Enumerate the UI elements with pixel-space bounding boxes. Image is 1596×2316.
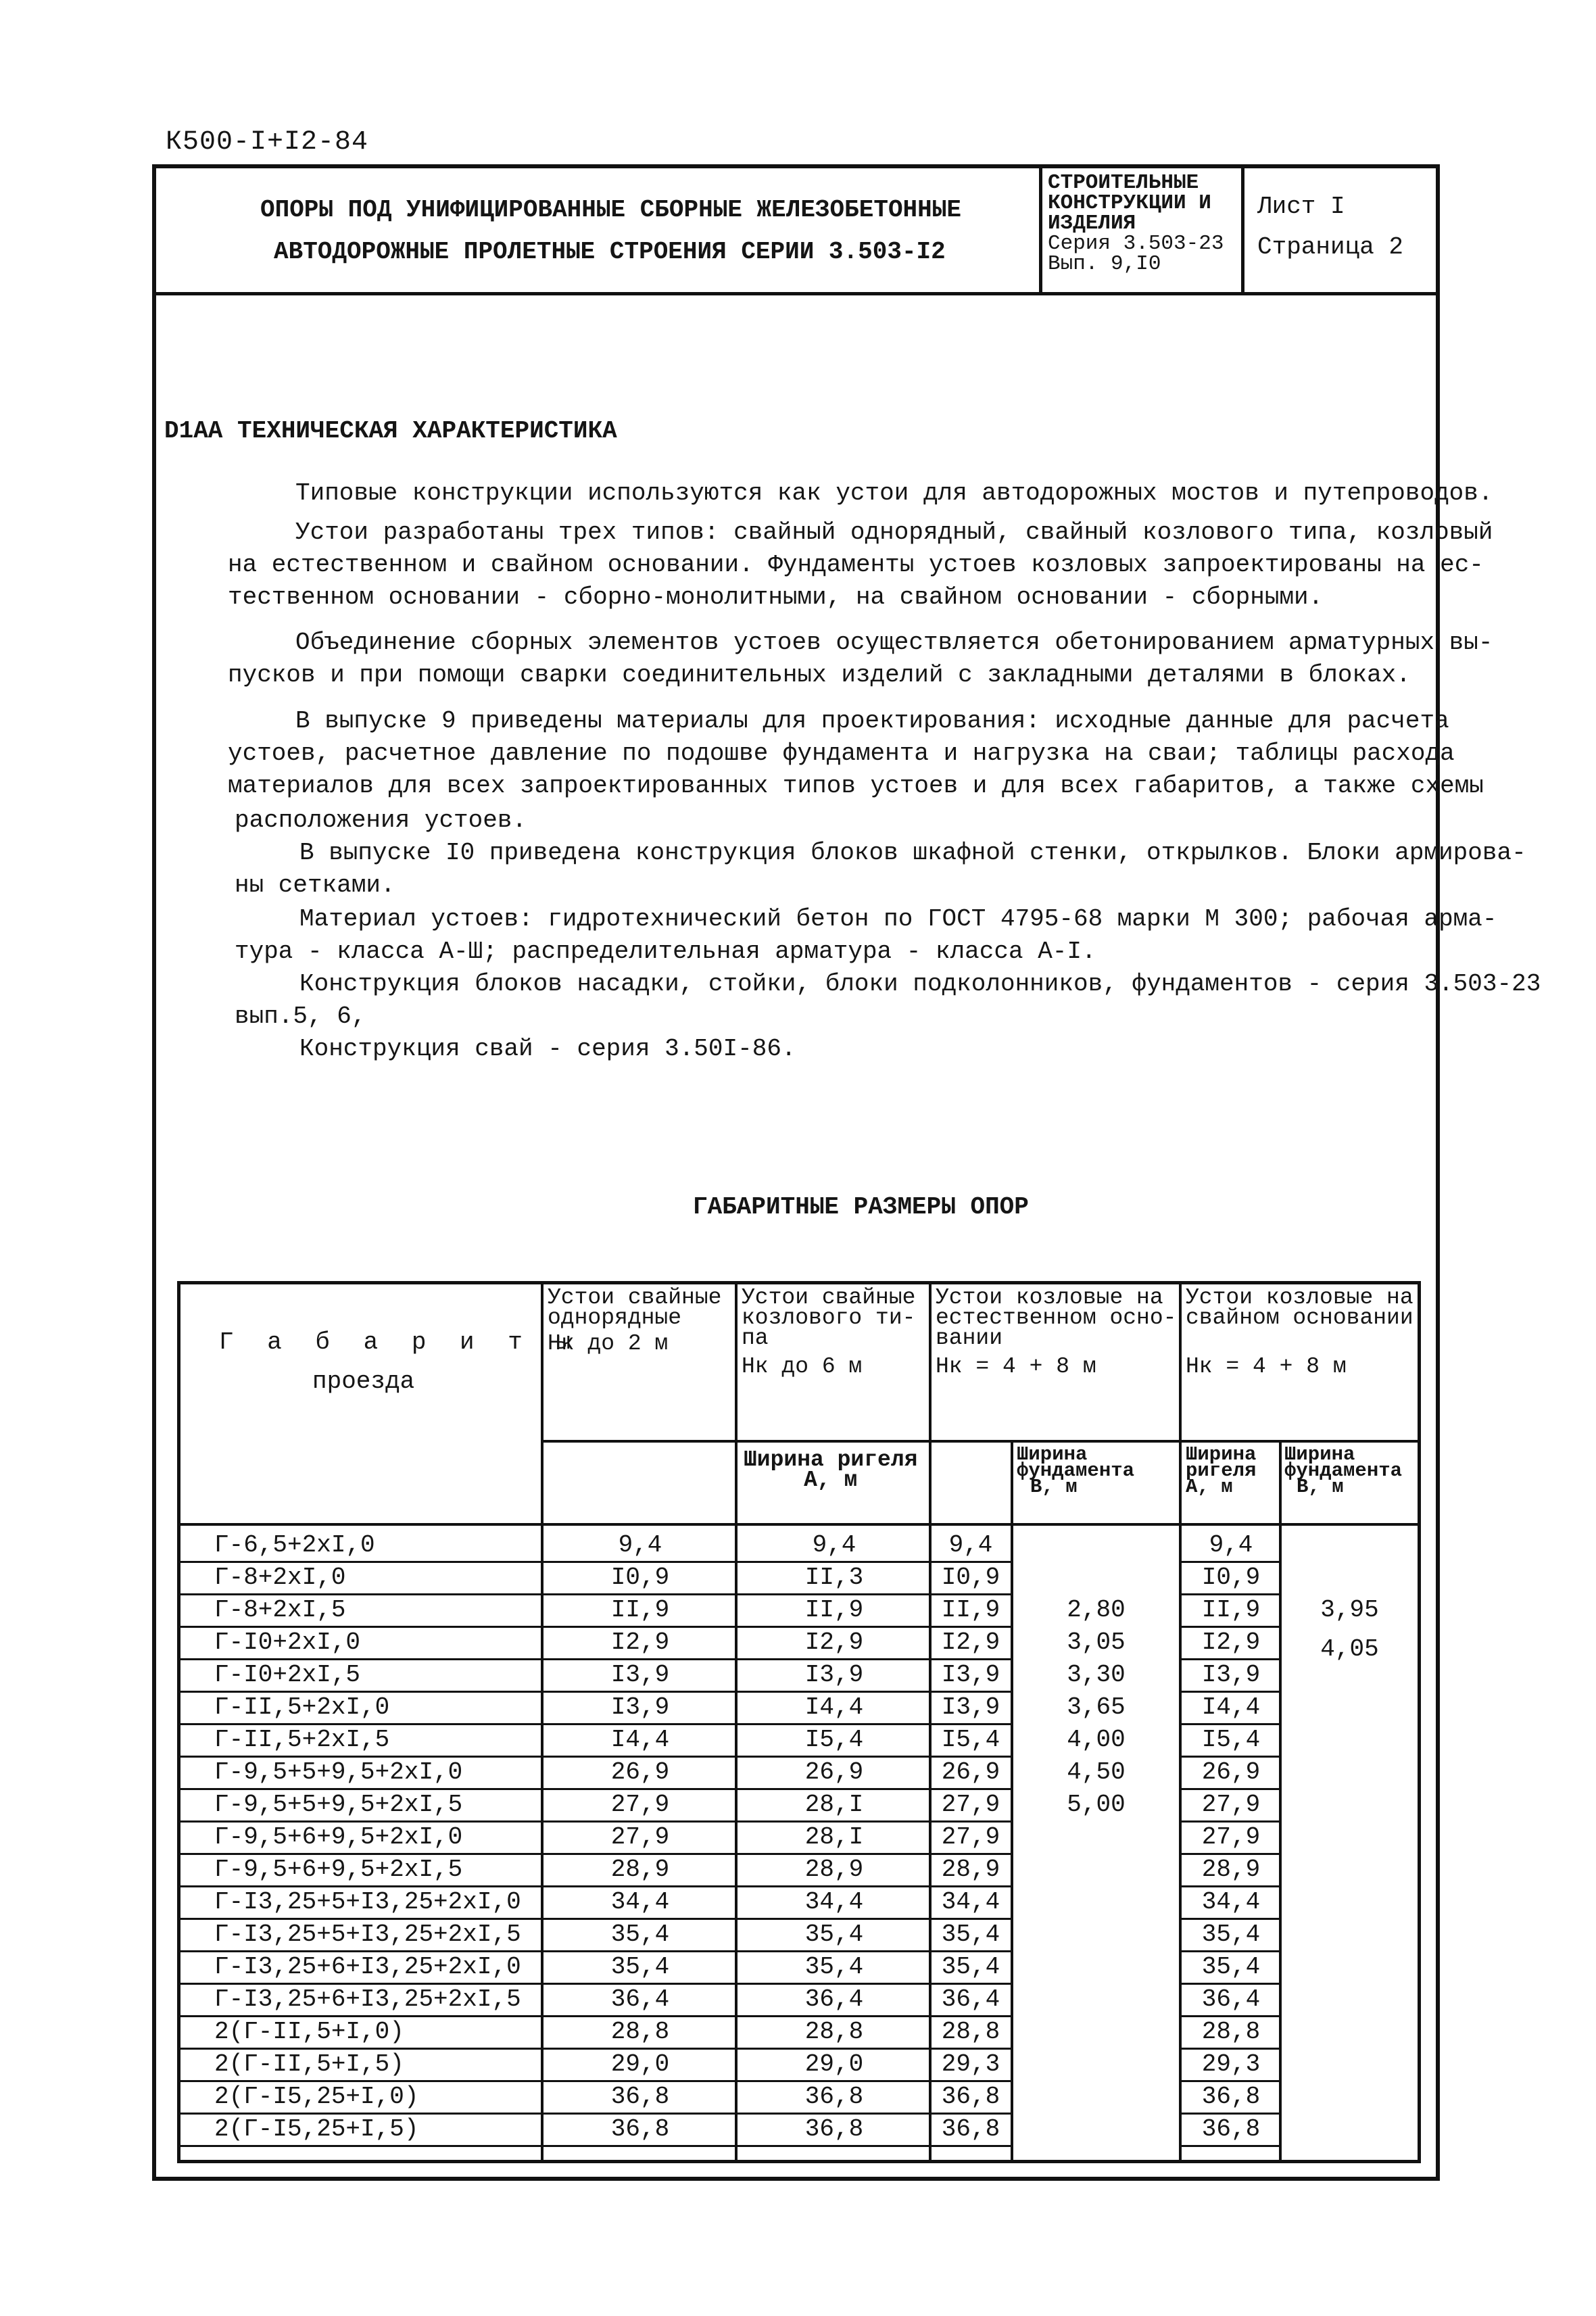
row-line xyxy=(543,1820,735,1823)
row-line xyxy=(737,2015,929,2017)
value-cell: I5,4 xyxy=(804,1726,864,1754)
gabarit-cell: Г-9,5+6+9,5+2хI,5 xyxy=(214,1856,463,1883)
header-line: Устои козловые на xyxy=(1186,1285,1413,1310)
fund-width-value: 2,80 xyxy=(1067,1596,1126,1624)
row-line xyxy=(1182,2080,1279,2082)
value-cell: I2,9 xyxy=(941,1629,1000,1656)
gabarit-cell: 2(Г-I5,25+I,0) xyxy=(214,2083,419,2110)
row-line xyxy=(177,1723,541,1725)
gabarit-cell: Г-8+2хI,5 xyxy=(214,1596,346,1624)
row-line xyxy=(932,1820,1011,1823)
row-line xyxy=(932,1788,1011,1790)
header-line: А, м xyxy=(1186,1476,1233,1498)
fund-width-value: 3,30 xyxy=(1067,1661,1126,1689)
header-line: Нк = 4 + 8 м xyxy=(936,1354,1096,1379)
value-cell: 35,4 xyxy=(610,1921,670,1948)
row-line xyxy=(177,1691,541,1693)
row-line xyxy=(932,2113,1011,2115)
header-rigel-width xyxy=(744,1447,918,1493)
header-line: Нк = 4 + 8 м xyxy=(1186,1354,1347,1379)
table-border xyxy=(177,1281,1421,1284)
value-cell: 9,4 xyxy=(812,1531,856,1559)
value-cell: 36,4 xyxy=(610,1985,670,2013)
value-cell: I0,9 xyxy=(1201,1564,1261,1591)
value-cell: II,9 xyxy=(610,1596,670,1624)
row-line xyxy=(1182,1950,1279,1952)
row-line xyxy=(737,2080,929,2082)
row-line xyxy=(177,1658,541,1660)
row-line xyxy=(177,1626,541,1628)
value-cell: 35,4 xyxy=(804,1921,864,1948)
value-cell: I3,9 xyxy=(941,1693,1000,1721)
value-cell: I5,4 xyxy=(1201,1726,1261,1754)
row-line xyxy=(543,1691,735,1693)
row-line xyxy=(737,1853,929,1855)
row-line xyxy=(543,1593,735,1595)
row-line xyxy=(177,1788,541,1790)
header-fund-width xyxy=(1017,1443,1135,1498)
header-line: Нк до 2 м xyxy=(548,1331,669,1356)
row-line xyxy=(1182,1658,1279,1660)
text-line: В выпуске I0 приведена конструкция блоков шкафной стенки, открылков. Блоки армирова- xyxy=(299,839,1526,867)
row-line xyxy=(177,1983,541,1985)
value-cell: 35,4 xyxy=(804,1953,864,1981)
gabarit-cell: Г-I3,25+5+I3,25+2хI,5 xyxy=(214,1921,521,1948)
text-line: тура - класса А-Ш; распределительная арматура - класса А-I. xyxy=(235,938,1096,965)
row-line xyxy=(1182,1820,1279,1823)
gabarit-cell: 2(Г-I5,25+I,5) xyxy=(214,2115,419,2143)
value-cell: 34,4 xyxy=(610,1888,670,1916)
row-line xyxy=(737,1658,929,1660)
document-title-line2: АВТОДОРОЖНЫЕ ПРОЛЕТНЫЕ СТРОЕНИЯ СЕРИИ 3.503-I2 xyxy=(274,238,946,266)
row-line xyxy=(177,1561,541,1563)
row-line xyxy=(737,2145,929,2147)
row-line xyxy=(932,1983,1011,1985)
row-line xyxy=(1182,1885,1279,1887)
row-line xyxy=(543,2080,735,2082)
value-cell: I3,9 xyxy=(941,1661,1000,1689)
row-line xyxy=(932,2080,1011,2082)
value-cell: 27,9 xyxy=(1201,1823,1261,1851)
sheet-number: Лист I xyxy=(1257,193,1345,220)
value-cell: 28,I xyxy=(804,1791,864,1818)
text-line: В выпуске 9 приведены материалы для проектирования: исходные данные для расчета xyxy=(295,707,1449,735)
value-cell: II,3 xyxy=(804,1564,864,1591)
text-line: вып.5, 6, xyxy=(235,1003,366,1030)
fund-width-value: 3,05 xyxy=(1067,1629,1126,1656)
row-line xyxy=(543,1626,735,1628)
row-line xyxy=(737,1723,929,1725)
text-line: Материал устоев: гидротехнический бетон по ГОСТ 4795-68 марки М 300; рабочая арма- xyxy=(299,905,1497,933)
row-line xyxy=(543,1853,735,1855)
gabarit-cell: Г-I3,25+6+I3,25+2хI,5 xyxy=(214,1985,521,2013)
table-border xyxy=(177,2160,1421,2163)
value-cell: 34,4 xyxy=(1201,1888,1261,1916)
value-cell: 28,9 xyxy=(610,1856,670,1883)
value-cell: 26,9 xyxy=(804,1758,864,1786)
series-line: Вып. 9,I0 xyxy=(1048,252,1161,276)
header-divider-vertical xyxy=(1241,164,1244,294)
header-line: А, м xyxy=(804,1468,858,1493)
gabarit-cell: Г-9,5+5+9,5+2хI,5 xyxy=(214,1791,463,1818)
row-line xyxy=(543,1885,735,1887)
row-line xyxy=(932,1885,1011,1887)
row-line xyxy=(932,1691,1011,1693)
value-cell: 26,9 xyxy=(610,1758,670,1786)
value-cell: 29,3 xyxy=(1201,2050,1261,2078)
row-line xyxy=(177,2145,541,2147)
gabarit-cell: Г-I0+2хI,0 xyxy=(214,1629,361,1656)
header-line: Ширина xyxy=(1284,1443,1355,1466)
row-line xyxy=(1182,1756,1279,1758)
value-cell: 29,3 xyxy=(941,2050,1000,2078)
row-line xyxy=(543,1658,735,1660)
fund-width-value: 4,00 xyxy=(1067,1726,1126,1754)
value-cell: 35,4 xyxy=(1201,1953,1261,1981)
text-line: Типовые конструкции используются как устои для автодорожных мостов и путепроводов. xyxy=(295,479,1493,507)
value-cell: I2,9 xyxy=(804,1629,864,1656)
header-line: ригеля xyxy=(1186,1459,1257,1482)
row-line xyxy=(737,2048,929,2050)
row-line xyxy=(737,1885,929,1887)
value-cell: 9,4 xyxy=(618,1531,662,1559)
row-line xyxy=(1182,1918,1279,1920)
value-cell: 27,9 xyxy=(610,1791,670,1818)
row-line xyxy=(543,2048,735,2050)
row-line xyxy=(932,1756,1011,1758)
row-line xyxy=(1182,2015,1279,2017)
fund-width-value: 4,50 xyxy=(1067,1758,1126,1786)
row-line xyxy=(177,1918,541,1920)
text-line: Конструкция блоков насадки, стойки, блоки подколонников, фундаментов - серия 3.503-23 xyxy=(299,970,1541,998)
value-cell: I4,4 xyxy=(804,1693,864,1721)
value-cell: I2,9 xyxy=(1201,1629,1261,1656)
row-line xyxy=(177,1820,541,1823)
gabarit-cell: Г-I3,25+6+I3,25+2хI,0 xyxy=(214,1953,521,1981)
row-line xyxy=(737,1626,929,1628)
row-line xyxy=(737,1918,929,1920)
value-cell: 34,4 xyxy=(804,1888,864,1916)
gabarit-cell: Г-8+2хI,0 xyxy=(214,1564,346,1591)
row-line xyxy=(1182,2113,1279,2115)
value-cell: 36,8 xyxy=(1201,2115,1261,2143)
header-line: фундамента xyxy=(1284,1459,1403,1482)
row-line xyxy=(543,1918,735,1920)
series-line: СТРОИТЕЛЬНЫЕ xyxy=(1048,171,1199,195)
value-cell: 36,4 xyxy=(941,1985,1000,2013)
row-line xyxy=(932,2048,1011,2050)
value-cell: 35,4 xyxy=(1201,1921,1261,1948)
value-cell: 27,9 xyxy=(610,1823,670,1851)
value-cell: 28,8 xyxy=(941,2018,1000,2046)
value-cell: 27,9 xyxy=(941,1791,1000,1818)
gabarit-cell: Г-II,5+2хI,0 xyxy=(214,1693,390,1721)
row-line xyxy=(932,2145,1011,2147)
row-line xyxy=(737,1983,929,1985)
row-line xyxy=(177,1853,541,1855)
value-cell: 35,4 xyxy=(941,1953,1000,1981)
value-cell: 36,8 xyxy=(941,2083,1000,2110)
header-line: Ширина ригеля xyxy=(744,1447,918,1472)
fund2-width-value: 4,05 xyxy=(1320,1635,1379,1663)
row-line xyxy=(177,2015,541,2017)
header-line: Устои козловые на xyxy=(936,1285,1163,1310)
value-cell: 36,8 xyxy=(804,2083,864,2110)
fund-width-value: 5,00 xyxy=(1067,1791,1126,1818)
value-cell: I3,9 xyxy=(610,1661,670,1689)
table-row-line xyxy=(541,1440,1420,1443)
row-line xyxy=(1182,2145,1279,2147)
row-line xyxy=(737,1788,929,1790)
value-cell: 9,4 xyxy=(1209,1531,1253,1559)
header-fund2-width xyxy=(1284,1443,1403,1498)
text-line: Конструкция свай - серия 3.50I-86. xyxy=(299,1035,796,1063)
value-cell: I5,4 xyxy=(941,1726,1000,1754)
text-line: устоев, расчетное давление по подошве фундамента и нагрузка на сваи; таблицы расхода xyxy=(228,740,1455,767)
table-column-line xyxy=(1179,1281,1182,2163)
row-line xyxy=(737,1691,929,1693)
text-line: ны сетками. xyxy=(235,871,395,899)
text-line: тественном основании - сборно-монолитными, на свайном основании - сборными. xyxy=(228,583,1324,611)
header-col2 xyxy=(742,1285,916,1379)
document-code: К500-I+I2-84 xyxy=(166,127,369,158)
value-cell: 36,4 xyxy=(1201,1985,1261,2013)
value-cell: I2,9 xyxy=(610,1629,670,1656)
row-line xyxy=(737,1820,929,1823)
row-line xyxy=(1182,1983,1279,1985)
value-cell: II,9 xyxy=(804,1596,864,1624)
row-line xyxy=(737,1561,929,1563)
value-cell: 36,4 xyxy=(804,1985,864,2013)
row-line xyxy=(1182,2048,1279,2050)
series-info xyxy=(1048,173,1240,274)
header-line: В, м xyxy=(1030,1476,1078,1498)
value-cell: 35,4 xyxy=(610,1953,670,1981)
header-divider-vertical xyxy=(1039,164,1042,294)
value-cell: 35,4 xyxy=(941,1921,1000,1948)
row-line xyxy=(737,1756,929,1758)
row-line xyxy=(737,1593,929,1595)
fund-width-value: 3,65 xyxy=(1067,1693,1126,1721)
value-cell: 29,0 xyxy=(610,2050,670,2078)
row-line xyxy=(737,2113,929,2115)
header-line: свайном основании xyxy=(1186,1305,1413,1330)
text-line: пусков и при помощи сварки соединительных изделий с закладными деталями в блоках. xyxy=(228,661,1411,689)
header-col4 xyxy=(1186,1285,1413,1379)
row-line xyxy=(177,1885,541,1887)
table-title: ГАБАРИТНЫЕ РАЗМЕРЫ ОПОР xyxy=(693,1193,1029,1221)
value-cell: I4,4 xyxy=(1201,1693,1261,1721)
gabarit-cell: Г-I3,25+5+I3,25+2хI,0 xyxy=(214,1888,521,1916)
row-line xyxy=(543,2113,735,2115)
value-cell: 34,4 xyxy=(941,1888,1000,1916)
header-line: Нк до 6 м xyxy=(742,1354,863,1379)
value-cell: 26,9 xyxy=(1201,1758,1261,1786)
value-cell: II,9 xyxy=(941,1596,1000,1624)
header-line: однорядные xyxy=(548,1305,682,1330)
value-cell: 36,8 xyxy=(610,2083,670,2110)
table-column-line xyxy=(735,1281,737,2163)
value-cell: 28,9 xyxy=(804,1856,864,1883)
value-cell: 36,8 xyxy=(941,2115,1000,2143)
gabarit-cell: Г-II,5+2хI,5 xyxy=(214,1726,390,1754)
row-line xyxy=(543,2015,735,2017)
gabarit-cell: Г-I0+2хI,5 xyxy=(214,1661,361,1689)
value-cell: 28,9 xyxy=(941,1856,1000,1883)
value-cell: 29,0 xyxy=(804,2050,864,2078)
row-line xyxy=(177,2113,541,2115)
row-line xyxy=(177,1950,541,1952)
value-cell: I3,9 xyxy=(804,1661,864,1689)
row-line xyxy=(932,1918,1011,1920)
page-number: Страница 2 xyxy=(1257,233,1404,261)
row-line xyxy=(543,2145,735,2147)
row-line xyxy=(932,1853,1011,1855)
value-cell: 28,9 xyxy=(1201,1856,1261,1883)
gabarit-cell: Г-9,5+6+9,5+2хI,0 xyxy=(214,1823,463,1851)
row-line xyxy=(543,1723,735,1725)
row-line xyxy=(737,1950,929,1952)
row-line xyxy=(932,1561,1011,1563)
header-line: Устои свайные xyxy=(548,1285,722,1310)
value-cell: 9,4 xyxy=(948,1531,993,1559)
fund2-width-value: 3,95 xyxy=(1320,1596,1379,1624)
value-cell: 28,I xyxy=(804,1823,864,1851)
series-line: Серия 3.503-23 xyxy=(1048,232,1224,256)
text-line: расположения устоев. xyxy=(235,806,527,834)
value-cell: 36,8 xyxy=(804,2115,864,2143)
series-line: ИЗДЕЛИЯ xyxy=(1048,212,1136,235)
document-title-line1: ОПОРЫ ПОД УНИФИЦИРОВАННЫЕ СБОРНЫЕ ЖЕЛЕЗОБЕТОННЫЕ xyxy=(260,196,961,224)
table-border xyxy=(1418,1281,1421,2163)
text-line: материалов для всех запроектированных типов устоев и для всех габаритов, а также схемы xyxy=(228,772,1484,800)
header-col1 xyxy=(548,1285,722,1356)
series-line: КОНСТРУКЦИИ И xyxy=(1048,191,1211,215)
header-gabarit: Г а б а р и т ы xyxy=(219,1328,581,1356)
header-line: Ширина xyxy=(1186,1443,1257,1466)
row-line xyxy=(177,2048,541,2050)
value-cell: 28,8 xyxy=(804,2018,864,2046)
row-line xyxy=(543,1788,735,1790)
row-line xyxy=(1182,1561,1279,1563)
table-column-line xyxy=(929,1281,932,2163)
gabarit-cell: 2(Г-II,5+I,5) xyxy=(214,2050,404,2078)
value-cell: 27,9 xyxy=(941,1823,1000,1851)
header-line: па xyxy=(742,1326,769,1351)
header-line: фундамента xyxy=(1017,1459,1135,1482)
row-line xyxy=(932,1626,1011,1628)
value-cell: 27,9 xyxy=(1201,1791,1261,1818)
value-cell: 28,8 xyxy=(1201,2018,1261,2046)
table-border xyxy=(177,1281,180,2163)
row-line xyxy=(1182,1723,1279,1725)
row-line xyxy=(1182,1691,1279,1693)
row-line xyxy=(543,1950,735,1952)
row-line xyxy=(932,1950,1011,1952)
header-line: Ширина xyxy=(1017,1443,1088,1466)
row-line xyxy=(932,1593,1011,1595)
header-col3 xyxy=(936,1285,1177,1379)
value-cell: 36,8 xyxy=(610,2115,670,2143)
row-line xyxy=(1182,1853,1279,1855)
value-cell: I0,9 xyxy=(941,1564,1000,1591)
row-line xyxy=(177,1593,541,1595)
value-cell: 36,8 xyxy=(1201,2083,1261,2110)
row-line xyxy=(177,2080,541,2082)
value-cell: I3,9 xyxy=(610,1693,670,1721)
row-line xyxy=(1182,1626,1279,1628)
row-line xyxy=(932,1658,1011,1660)
row-line xyxy=(932,1723,1011,1725)
value-cell: I0,9 xyxy=(610,1564,670,1591)
section-title: D1AA ТЕХНИЧЕСКАЯ ХАРАКТЕРИСТИКА xyxy=(164,417,617,445)
row-line xyxy=(543,1561,735,1563)
header-line: В, м xyxy=(1297,1476,1344,1498)
header-gabarit-sub: проезда xyxy=(312,1368,415,1395)
header-line: Устои свайные xyxy=(742,1285,916,1310)
row-line xyxy=(932,2015,1011,2017)
dimensions-table xyxy=(177,1281,1421,2163)
row-line xyxy=(177,1756,541,1758)
row-line xyxy=(1182,1593,1279,1595)
value-cell: I3,9 xyxy=(1201,1661,1261,1689)
gabarit-cell: Г-6,5+2хI,0 xyxy=(214,1531,375,1559)
text-line: Устои разработаны трех типов: свайный однорядный, свайный козлового типа, козловый xyxy=(295,518,1493,546)
row-line xyxy=(1182,1788,1279,1790)
header-line: козлового ти- xyxy=(742,1305,916,1330)
header-divider xyxy=(152,292,1440,295)
value-cell: II,9 xyxy=(1201,1596,1261,1624)
table-column-line xyxy=(1279,1440,1282,2163)
value-cell: 26,9 xyxy=(941,1758,1000,1786)
header-line: вании xyxy=(936,1326,1003,1351)
header-rigel2-width xyxy=(1186,1443,1257,1498)
value-cell: I4,4 xyxy=(610,1726,670,1754)
table-row-line xyxy=(177,1523,1421,1526)
gabarit-cell: 2(Г-II,5+I,0) xyxy=(214,2018,404,2046)
gabarit-cell: Г-9,5+5+9,5+2хI,0 xyxy=(214,1758,463,1786)
row-line xyxy=(543,1756,735,1758)
row-line xyxy=(543,1983,735,1985)
value-cell: 28,8 xyxy=(610,2018,670,2046)
table-column-line xyxy=(541,1281,543,2163)
text-line: Объединение сборных элементов устоев осуществляется обетонированием арматурных вы- xyxy=(295,629,1493,656)
text-line: на естественном и свайном основании. Фундаменты устоев козловых запроектированы на ес- xyxy=(228,551,1484,579)
header-line: естественном осно- xyxy=(936,1305,1177,1330)
